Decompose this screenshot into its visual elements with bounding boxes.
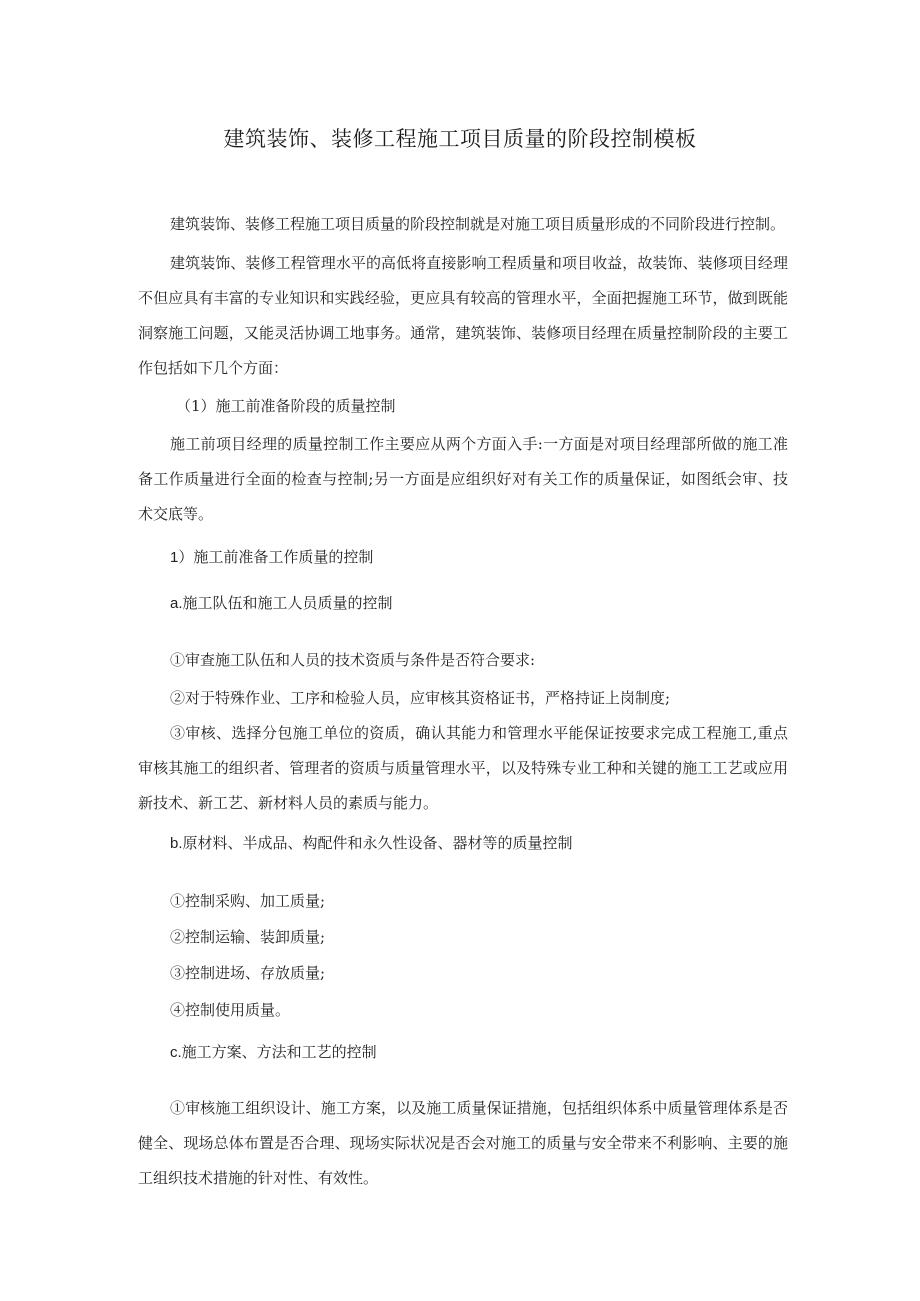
list-item-c1: ①审核施工组织设计、施工方案，以及施工质量保证措施，包括组织体系中质量管理体系是否健全、现场总体布置是否合理、现场实际状况是否会对施工的质量与安全带来不利影响、主要的施工组织技术措施的针对性、有效性。 <box>138 1099 788 1187</box>
list-item-b1: ①控制采购、加工质量; <box>170 892 326 910</box>
paragraph-pre-construction: 施工前项目经理的质量控制工作主要应从两个方面入手:一方面是对项目经理部所做的施工准备工作质量进行全面的检查与控制;另一方面是应组织好对有关工作的质量保证，如图纸会审、技术交底等。 <box>138 435 788 523</box>
list-item-a2: ②对于特殊作业、工序和检验人员，应审核其资格证书，严格持证上岗制度; <box>170 689 671 707</box>
list-item-b3: ③控制进场、存放质量; <box>170 964 326 982</box>
section-heading-pre-construction: （1）施工前准备阶段的质量控制 <box>176 397 396 415</box>
subheading-a-team-quality: a.施工队伍和施工人员质量的控制 <box>170 595 393 612</box>
paragraph-intro: 建筑装饰、装修工程施工项目质量的阶段控制就是对施工项目质量形成的不同阶段进行控制。 <box>170 215 786 233</box>
subheading-preparation-quality: 1）施工前准备工作质量的控制 <box>170 549 374 566</box>
subheading-b-materials: b.原材料、半成品、构配件和永久性设备、器材等的质量控制 <box>170 835 573 852</box>
subheading-c-methods: c.施工方案、方法和工艺的控制 <box>170 1044 377 1061</box>
list-item-b2: ②控制运输、装卸质量; <box>170 928 326 946</box>
list-item-a1: ①审查施工队伍和人员的技术资质与条件是否符合要求: <box>170 651 536 669</box>
paragraph-manager-duties: 建筑装饰、装修工程管理水平的高低将直接影响工程质量和项目收益，故装饰、装修项目经理不但应具有丰富的专业知识和实践经验，更应具有较高的管理水平，全面把握施工环节，做到既能洞察施工问题，又能灵活协调工地事务。通常，建筑装饰、装修项目经理在质量控制阶段的主要工作包括如下几个方面： <box>138 254 788 377</box>
list-item-b4: ④控制使用质量。 <box>170 1001 291 1019</box>
document-title: 建筑装饰、装修工程施工项目质量的阶段控制模板 <box>223 127 697 151</box>
list-item-a3: ③审核、选择分包施工单位的资质，确认其能力和管理水平能保证按要求完成工程施工,重点审核其施工的组织者、管理者的资质与质量管理水平，以及特殊专业工种和关键的施工工艺或应用新技术、新工艺、新材料人员的素质与能力。 <box>138 724 788 812</box>
